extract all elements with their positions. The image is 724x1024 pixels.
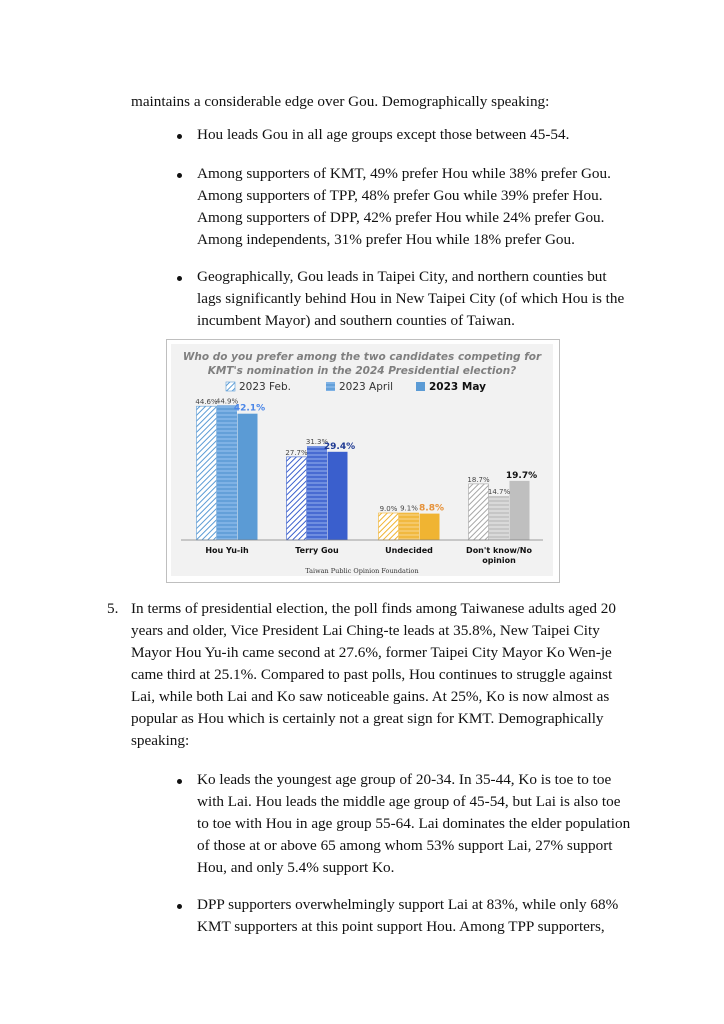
item-5-number: 5.	[107, 600, 119, 617]
legend-label-feb: 2023 Feb.	[239, 381, 291, 393]
bullet-2-line-4: Among independents, 31% prefer Hou while 18% prefer Gou.	[197, 231, 575, 248]
bullet-2-line-3: Among supporters of DPP, 42% prefer Hou while 24% prefer Gou.	[197, 209, 605, 226]
bullet-b2-line-1: DPP supporters overwhelmingly support Lai at 83%, while only 68%	[197, 896, 619, 913]
bullet-3-line-2: lags significantly behind Hou in New Taipei City (of which Hou is the	[197, 290, 625, 307]
bullet-b1-line-5: Hou, and only 5.4% support Ko.	[197, 859, 395, 876]
bar-feb-dontknow	[469, 484, 489, 540]
data-label-feb-undecided: 9.0%	[379, 505, 398, 513]
legend-swatch-may	[416, 382, 425, 391]
bar-feb-gou	[287, 457, 307, 540]
item-5-line-2: years and older, Vice President Lai Ching-te leads at 35.8%, New Taipei City	[131, 622, 600, 639]
bullet-2-line-1: Among supporters of KMT, 49% prefer Hou while 38% prefer Gou.	[197, 165, 611, 182]
item-5-line-4: came third at 25.1%. Compared to past polls, Hou continues to struggle against	[131, 666, 613, 683]
data-label-april-undecided: 9.1%	[400, 504, 418, 513]
bar-feb-undecided	[379, 513, 399, 540]
bar-may-dontknow	[510, 481, 530, 540]
legend-swatch-april	[326, 382, 335, 391]
data-label-may-dontknow: 19.7%	[505, 470, 538, 481]
poll-chart	[166, 339, 560, 583]
category-label-undecided: Undecided	[385, 546, 433, 555]
category-label-dontknow-line-2: opinion	[482, 556, 516, 565]
bar-may-undecided	[420, 514, 440, 540]
legend-label-may: 2023 May	[429, 381, 486, 393]
item-5-line-5: Lai, while both Lai and Ko saw noticeable gains. At 25%, Ko is now almost as	[131, 688, 610, 705]
chart-title-line-2: KMT's nomination in the 2024 Presidential election?	[207, 365, 517, 377]
data-label-april-gou: 31.3%	[305, 438, 329, 447]
bullet-b1-line-4: of those at or above 65 among whom 53% support Lai, 27% support	[197, 837, 613, 854]
intro-line: maintains a considerable edge over Gou. Demographically speaking:	[131, 93, 550, 110]
bar-april-hou	[217, 405, 237, 540]
bar-may-hou	[238, 414, 258, 540]
item-5-line-6: popular as Hou which is certainly not a great sign for KMT. Demographically	[131, 710, 604, 727]
chart-source: Taiwan Public Opinion Foundation	[305, 567, 419, 575]
item-5-line-3: Mayor Hou Yu-ih came second at 27.6%, former Taipei City Mayor Ko Wen-je	[131, 644, 612, 661]
bullet-3-line-1: Geographically, Gou leads in Taipei City, and northern counties but	[197, 268, 607, 285]
data-label-feb-dontknow: 18.7%	[467, 475, 490, 484]
chart-title-line-1: Who do you prefer among the two candidates competing for	[182, 351, 542, 363]
bar-feb-hou	[197, 406, 217, 540]
data-label-may-undecided: 8.8%	[419, 503, 444, 514]
chart-area	[171, 344, 553, 576]
bullet-dot	[177, 779, 182, 784]
category-label-hou: Hou Yu-ih	[205, 546, 249, 555]
item-5-line-1: In terms of presidential election, the poll finds among Taiwanese adults aged 20	[131, 600, 616, 617]
bars-layer	[197, 405, 530, 540]
bullet-b2-line-2: KMT supporters at this point support Hou. Among TPP supporters,	[197, 918, 605, 935]
bar-may-gou	[328, 452, 348, 540]
chart-svg	[171, 344, 553, 576]
bar-april-gou	[307, 446, 327, 540]
bar-april-dontknow	[489, 496, 509, 540]
data-label-feb-gou: 27.7%	[285, 448, 308, 457]
bullet-b1-line-1: Ko leads the youngest age group of 20-34. In 35-44, Ko is toe to toe	[197, 771, 612, 788]
bullet-dot	[177, 173, 182, 178]
bullet-3-line-3: incumbent Mayor) and southern counties of Taiwan.	[197, 312, 515, 329]
legend-label-april: 2023 April	[339, 381, 394, 393]
data-label-april-dontknow: 14.7%	[487, 487, 511, 496]
bullet-1-line-1: Hou leads Gou in all age groups except those between 45-54.	[197, 126, 570, 143]
bullet-b1-line-2: with Lai. Hou leads the middle age group of 45-54, but Lai is also toe	[197, 793, 621, 810]
data-label-may-hou: 42.1%	[233, 403, 266, 414]
legend-swatch-feb	[226, 382, 235, 391]
bullet-dot	[177, 276, 182, 281]
item-5-line-7: speaking:	[131, 732, 190, 749]
bullet-dot	[177, 134, 182, 139]
bullet-2-line-2: Among supporters of TPP, 48% prefer Gou while 39% prefer Hou.	[197, 187, 603, 204]
bullet-b1-line-3: to toe with Hou in age group 55-64. Lai dominates the elder population	[197, 815, 631, 832]
data-label-may-gou: 29.4%	[323, 441, 356, 452]
data-label-feb-hou: 44.6%	[195, 398, 218, 407]
category-label-dontknow: Don't know/No	[466, 546, 532, 555]
bar-april-undecided	[399, 513, 419, 540]
category-label-gou: Terry Gou	[295, 546, 339, 555]
data-label-april-hou: 44.9%	[215, 397, 239, 406]
bullet-dot	[177, 904, 182, 909]
